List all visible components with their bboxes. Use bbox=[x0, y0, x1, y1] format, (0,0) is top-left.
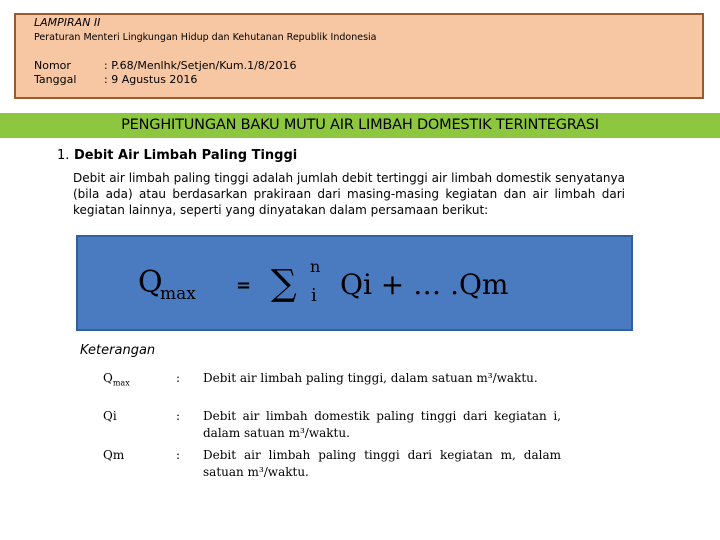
lampiran-label: LAMPIRAN II bbox=[34, 16, 101, 29]
tanggal-label: Tanggal bbox=[34, 73, 77, 86]
keterangan-title: Keterangan bbox=[80, 343, 156, 358]
colon-qmax: : bbox=[176, 371, 181, 385]
term-qi: Qi bbox=[103, 409, 117, 423]
term-qmax-sub: max bbox=[112, 378, 130, 388]
term-qmax-symbol: Q bbox=[103, 371, 113, 385]
header-box bbox=[14, 13, 704, 99]
formula-terms: Qi + … .Qm bbox=[340, 268, 509, 301]
section-title bbox=[57, 148, 297, 163]
definition-qi: Debit air limbah domestik paling tinggi dari kegiatan i, dalam satuan m³/waktu. bbox=[203, 409, 561, 440]
tanggal-value: : 9 Agustus 2016 bbox=[104, 73, 198, 86]
formula-upper-limit: n bbox=[310, 257, 321, 276]
peraturan-title: Peraturan Menteri Lingkungan Hidup dan Kehutanan Republik Indonesia bbox=[34, 32, 377, 43]
formula-max-subscript: max bbox=[160, 284, 196, 304]
formula-q: Q bbox=[138, 265, 163, 300]
nomor-row bbox=[34, 59, 296, 72]
colon-qi: : bbox=[176, 409, 181, 423]
banner-title: PENGHITUNGAN BAKU MUTU AIR LIMBAH DOMESTIK TERINTEGRASI bbox=[121, 117, 599, 133]
section-paragraph: Debit air limbah paling tinggi adalah jumlah debit tertinggi air limbah domestik senyatanya (bila ada) atau berdasarkan prakiraan dari masing-masing kegiatan dan air limbah dari kegiatan lainnya, seperti yang dinyatakan dalam persamaan berikut: bbox=[73, 171, 625, 217]
section-title-text: Debit Air Limbah Paling Tinggi bbox=[73, 148, 298, 163]
term-qmax bbox=[103, 371, 130, 387]
term-qm: Qm bbox=[103, 448, 125, 462]
formula-lower-limit: i bbox=[311, 285, 317, 306]
definition-qmax: Debit air limbah paling tinggi, dalam satuan m³/waktu. bbox=[203, 371, 538, 385]
formula-sigma: ∑ bbox=[271, 263, 297, 304]
colon-qm: : bbox=[176, 448, 181, 462]
formula-equals: = bbox=[236, 275, 252, 296]
definition-qm: Debit air limbah paling tinggi dari kegiatan m, dalam satuan m³/waktu. bbox=[203, 448, 561, 479]
nomor-label: Nomor bbox=[34, 59, 71, 72]
tanggal-row bbox=[34, 73, 197, 86]
nomor-value: : P.68/Menlhk/Setjen/Kum.1/8/2016 bbox=[104, 59, 297, 72]
section-number: 1. bbox=[57, 148, 70, 163]
